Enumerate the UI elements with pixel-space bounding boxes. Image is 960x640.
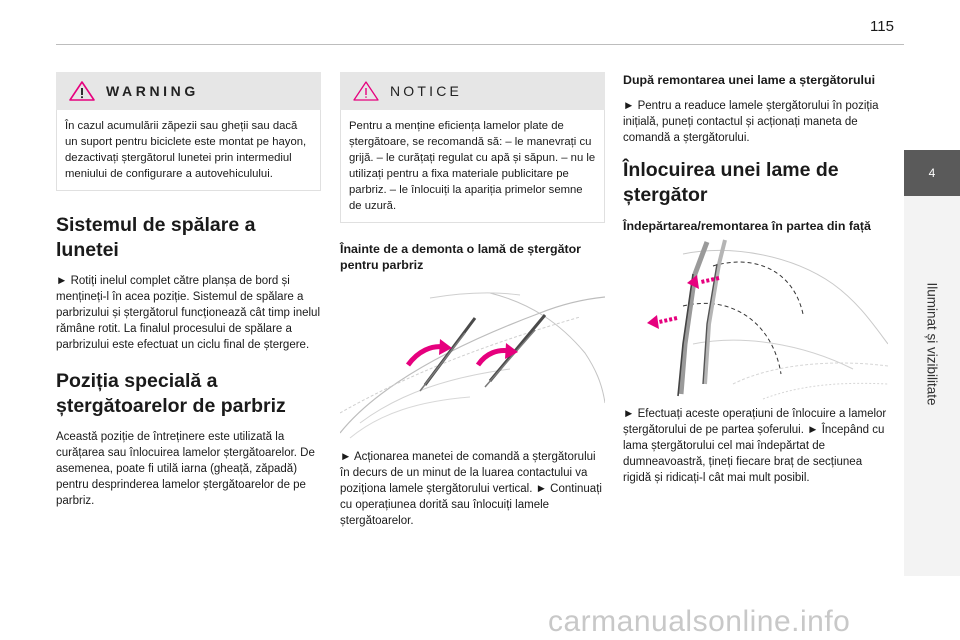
wiper-blade-lift-illustration	[623, 234, 888, 402]
subheading-front-removal: Îndepărtarea/remontarea în partea din față	[623, 219, 871, 233]
section-title-rear-wash: Sistemul de spălare a lunetei	[56, 214, 256, 261]
page-number: 115	[870, 18, 894, 35]
chapter-title: Iluminat și vizibilitate	[924, 282, 940, 406]
notice-text: Pentru a menține eficiența lamelor plate de ștergătoare, se recomandă să: – le manevrați cu grijă. – le curățați regulat cu apă și săpun. – nu le utilizați pentru a fixa materiale publicitare pe parbriz. – le înlocuiți la apariția primelor semne de uzură.	[349, 120, 596, 212]
windshield-wipers-illustration	[340, 273, 605, 443]
notice-triangle-icon	[352, 80, 380, 102]
section-text-special-position: Această poziție de întreținere este utilizată la curățarea sau înlocuirea lamelor ștergătoarelor. De asemenea, poate fi utilă iarna (gheață, zăpadă) pentru desprinderea lamelor ștergătoarelor de pe parbriz.	[56, 431, 315, 507]
column-right	[623, 72, 888, 486]
notice-title: NOTICE	[390, 83, 463, 99]
text-before-removal: ► Acționarea manetei de comandă a ștergătorului în decurs de un minut de la luarea contactului va poziționa lamele ștergătorului vertical. ► Continuați cu operațiunea dorită sau înlocuiți lamele ștergătoarelor.	[340, 451, 602, 527]
notice-body	[340, 110, 605, 223]
warning-box-header	[56, 72, 321, 110]
notice-box	[340, 72, 605, 223]
column-left	[56, 72, 321, 509]
top-rule	[56, 44, 904, 45]
chapter-tab: 4	[904, 150, 960, 196]
subheading-before-removal: Înainte de a demonta o lamă de ștergător pentru parbriz	[340, 242, 581, 272]
section-title-blade-replacement: Înlocuirea unei lame de ștergător	[623, 159, 839, 206]
warning-triangle-icon	[68, 80, 96, 102]
subheading-after-refit: După remontarea unei lame a ștergătorului	[623, 73, 876, 87]
watermark: carmanualsonline.info	[548, 605, 851, 638]
section-text-rear-wash: ► Rotiți inelul complet către planșa de bord și mențineți-l în acea poziție. Sistemul de spălare a parbrizului și ștergătorul funcționează cât timp inelul rămâne rotit. La finalul procesului de spălare a parbrizului este efectuat un ciclu final de ștergere.	[56, 275, 320, 351]
notice-box-header	[340, 72, 605, 110]
text-front-removal: ► Efectuați aceste operațiuni de înlocuire a lamelor ștergătorului de pe partea șoferului. ► Începând cu lama ștergătorului cel mai îndepărtat de dumneavoastră, țineți fiecare braț de secțiunea rigidă și ridicați-l cât mai mult posibil.	[623, 408, 887, 484]
warning-title: WARNING	[106, 83, 199, 99]
warning-body	[56, 110, 321, 191]
warning-text: În cazul acumulării zăpezii sau gheții sau dacă un suport pentru biciclete este montat pe hayon, dezactivați ștergătorul lunetei prin intermediul meniului de configurare a autovehiculului.	[65, 120, 307, 180]
text-after-refit: ► Pentru a readuce lamele ștergătorului în poziția inițială, puneți contactul și acționați maneta de comandă a ștergătorului.	[623, 100, 879, 144]
warning-box	[56, 72, 321, 191]
column-middle	[340, 72, 605, 529]
section-title-special-position: Poziția specială a ștergătoarelor de parbriz	[56, 370, 286, 417]
